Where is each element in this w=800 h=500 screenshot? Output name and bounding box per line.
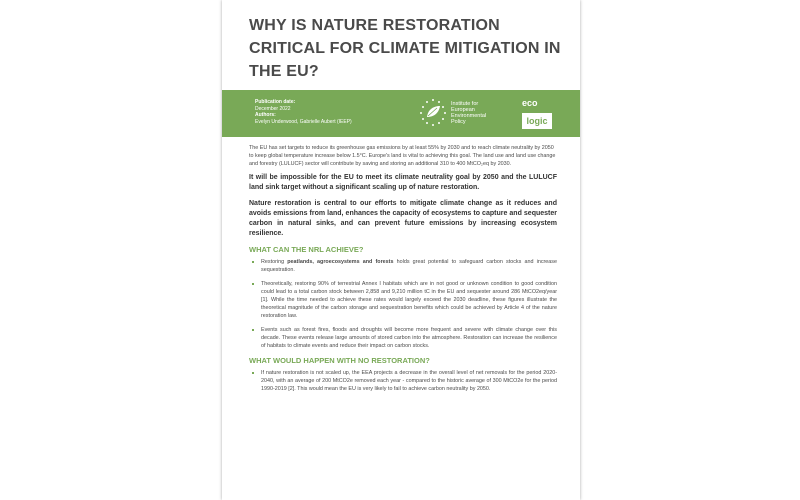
publication-meta: [255, 99, 352, 125]
no-restoration-bullet-list: [249, 369, 557, 393]
document-body: [249, 144, 557, 399]
pub-date-label: Publication date:: [255, 99, 296, 105]
ecologic-logo-top: eco: [522, 98, 538, 108]
ieep-logo: [418, 97, 488, 131]
pub-date-value: December 2022: [255, 105, 291, 112]
intro-paragraph: The EU has set targets to reduce its greenhouse gas emissions by at least 55% by 2030 and to reach climate neutrality by 2050 to keep global temperature increase below 1.5°C. Europe's land is vital to achieving this goal. The land use and land use change and forestry (LULUCF) sector will contribute by saving and storing an additional 310 to 400 MtCO₂eq by 2030.: [249, 145, 556, 167]
authors-label: Authors:: [255, 112, 276, 118]
nrl-bullet-list: [249, 258, 557, 350]
authors-value: Evelyn Underwood, Gabrielle Aubert (IEEP): [255, 118, 352, 125]
key-message-2: Nature restoration is central to our efforts to mitigate climate change as it reduces and avoids emissions from land, enhances the capacity of ecosystems to capture and sequester carbon in natural sinks, and can prevent future emissions by increasing ecosystem resilience.: [249, 200, 557, 237]
ieep-line-2: European: [451, 107, 475, 113]
ieep-logo-text: [451, 101, 486, 125]
ecologic-logo-bottom: logic: [522, 113, 552, 129]
list-item: Events such as forest fires, floods and droughts will become more frequent and severe with climate change over this decade. These events release large amounts of stored carbon into the atmosphere. Restoration can increase the resilience of habitats to climate events and reduce their impact on carbon stocks.: [249, 326, 557, 350]
page-title: WHY IS NATURE RESTORATION CRITICAL FOR CLIMATE MITIGATION IN THE EU?: [249, 17, 561, 80]
bullet-text: Restoring: [261, 259, 288, 265]
document-page: [222, 0, 580, 500]
ieep-line-1: Institute for: [451, 101, 479, 107]
ecologic-logo: [522, 98, 552, 132]
bullet-bold-text: peatlands, agroecosystems and forests: [287, 259, 394, 265]
section-heading-no-restoration: WHAT WOULD HAPPEN WITH NO RESTORATION?: [249, 356, 430, 365]
ieep-line-3: Environmental: [451, 113, 487, 119]
list-item: [249, 258, 557, 274]
leaf-circle-stars-icon: [418, 97, 448, 127]
key-message-1: It will be impossible for the EU to meet its climate neutrality goal by 2050 and the LULUCF land sink target without a significant scaling up of nature restoration.: [249, 174, 557, 191]
ieep-line-4: Policy: [451, 119, 466, 125]
section-heading-nrl: WHAT CAN THE NRL ACHIEVE?: [249, 245, 364, 254]
info-banner: [222, 90, 580, 137]
list-item: Theoretically, restoring 90% of terrestrial Annex I habitats which are in not good or unknown condition to good condition could lead to a total carbon stock between 2,858 and 9,210 million tC in the EU and sequester around 286 MtCO2eq/year [1]. While the time needed to achieve these rates would largely exceed the 2030 deadline, these figures illustrate the theoretical magnitude of the carbon storage and sequestration benefits which could be achieved by Article 4 of the nature restoration law.: [249, 280, 557, 320]
bullet-text: holds great potential to safeguard carbon stocks and increase sequestration.: [261, 259, 557, 273]
list-item: If nature restoration is not scaled up, the EEA projects a decrease in the overall level of net removals for the period 2020-2040, with an average of 200 MtCO2e removed each year - compared to the historic average of 300 MtCO2e for the period 1990-2019 [2]. This would mean the EU is very likely to fail to achieve carbon neutrality by 2050.: [249, 369, 557, 393]
